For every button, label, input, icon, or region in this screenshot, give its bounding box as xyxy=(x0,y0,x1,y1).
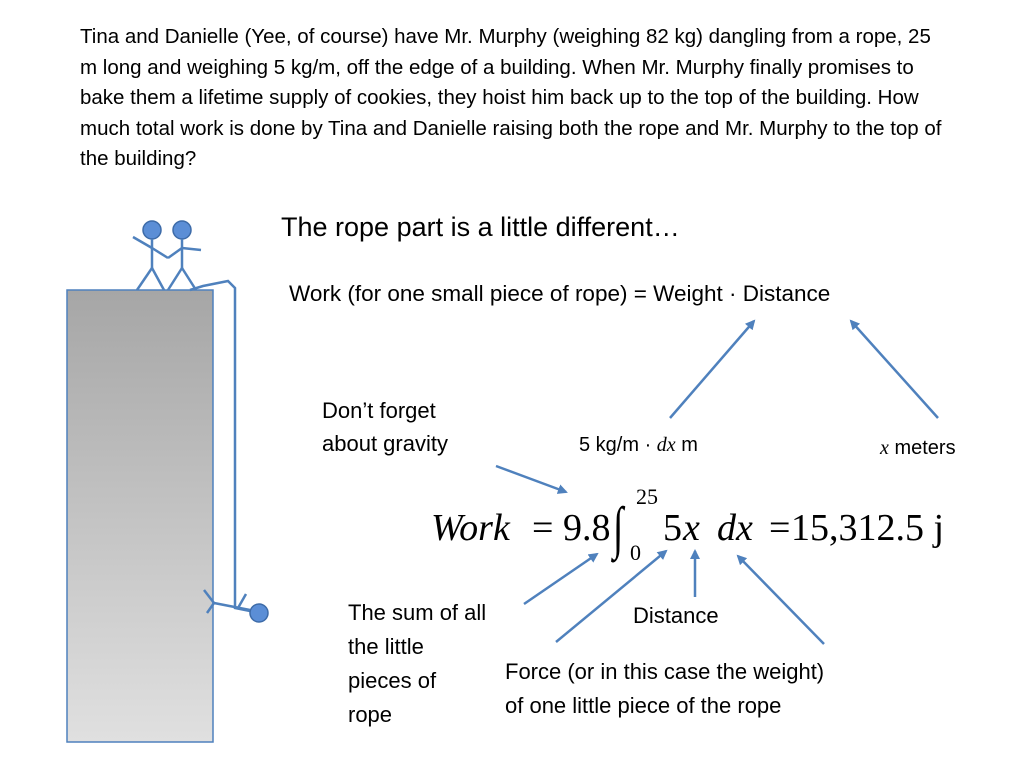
eq-lower-limit: 0 xyxy=(630,540,641,565)
eq-variable: x xyxy=(683,507,700,549)
eq-upper-limit: 25 xyxy=(636,484,658,509)
distance-annotation: Distance xyxy=(633,603,719,628)
distance-var: x xyxy=(880,437,889,459)
gravity-line-1: Don’t forget xyxy=(322,398,436,423)
distance-unit: meters xyxy=(888,437,956,459)
work-definition: Work (for one small piece of rope) = Weight · Distance xyxy=(289,281,831,306)
building xyxy=(67,290,213,742)
arrow-x xyxy=(738,556,824,644)
stick-figure-tina xyxy=(133,221,168,290)
force-line-2: of one little piece of the rope xyxy=(505,693,782,718)
eq-constant: 9.8 xyxy=(563,507,611,549)
arrow-weight xyxy=(670,321,754,418)
weight-expression xyxy=(579,434,698,457)
weight-expr-var: dx xyxy=(656,434,676,456)
sum-line-2: the little xyxy=(348,634,424,659)
eq-differential: dx xyxy=(717,507,753,549)
force-annotation xyxy=(505,655,925,723)
distance-expression xyxy=(880,437,956,460)
weight-expr-prefix: 5 kg/m · xyxy=(579,434,657,456)
arrow-sum xyxy=(524,554,597,604)
eq-result-equals: = xyxy=(769,507,791,549)
stick-figure-danielle xyxy=(168,221,201,290)
gravity-line-2: about gravity xyxy=(322,431,448,456)
sum-line-4: rope xyxy=(348,702,393,727)
sum-line-1: The sum of all xyxy=(348,600,487,625)
eq-equals: = xyxy=(532,507,554,549)
force-line-1: Force (or in this case the weight) xyxy=(505,659,825,684)
gravity-annotation xyxy=(322,394,502,460)
arrow-distance xyxy=(851,321,938,418)
eq-coefficient: 5 xyxy=(663,507,682,549)
problem-statement: Tina and Danielle (Yee, of course) have Mr. Murphy (weighing 82 kg) dangling from a rope, 25 m long and weighing 5 kg/m, off the edge of a building. When Mr. Murphy finally promises to bake them a lifetime supply of cookies, they hoist him back up to the top of the building. How much total work is done by Tina and Danielle raising both the rope and Mr. Murphy to the top of the building? xyxy=(80,25,942,170)
sum-annotation xyxy=(348,596,523,732)
slide-heading: The rope part is a little different… xyxy=(281,212,680,242)
eq-result: 15,312.5 j xyxy=(791,507,945,549)
eq-integral-sign: ∫ xyxy=(613,495,624,560)
weight-expr-unit: m xyxy=(675,434,698,456)
sum-line-3: pieces of xyxy=(348,668,437,693)
eq-lhs: Work xyxy=(431,507,510,549)
arrow-gravity xyxy=(496,466,566,492)
